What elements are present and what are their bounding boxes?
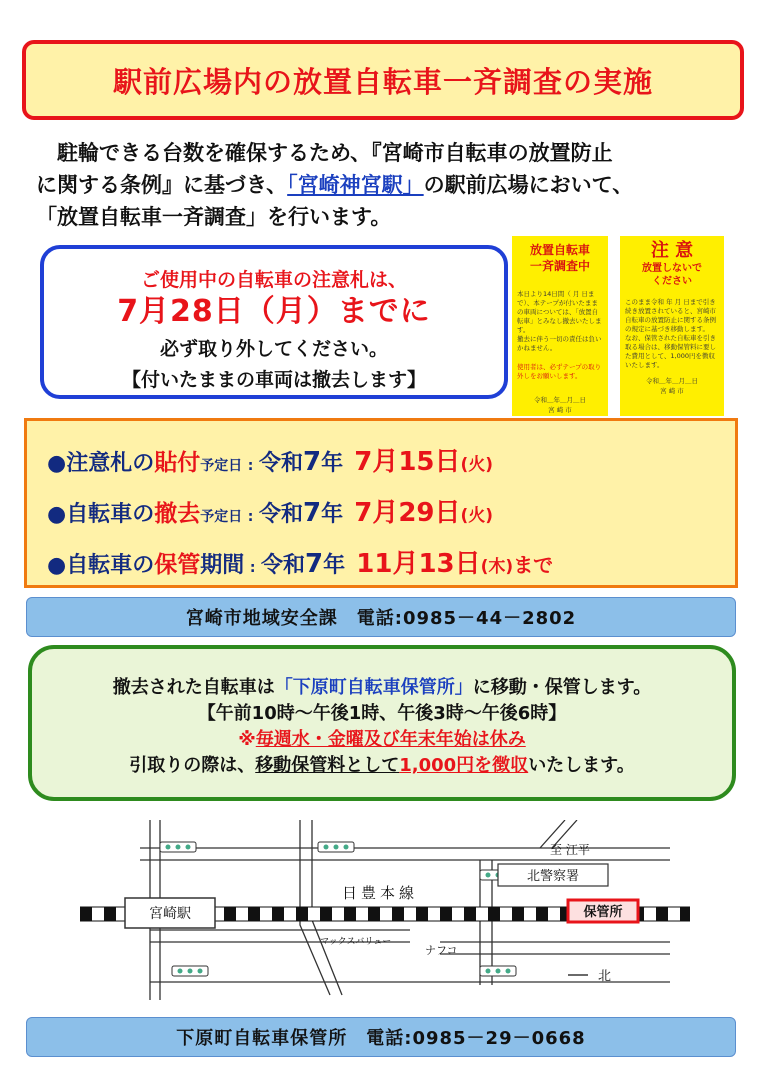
contact-safety-text: 宮崎市地域安全課 電話:0985－44－2802 [185, 608, 577, 629]
contact-bar-storage [26, 1017, 736, 1057]
intro-line-1: 駐輪できる台数を確保するため、『宮崎市自転車の放置防止 [57, 141, 613, 165]
attach-date: 7月15日 [354, 447, 461, 477]
map-store-2: ナフコ [425, 944, 458, 957]
notice-line-1: ご使用中の自転車の注意札は、 [140, 269, 407, 291]
storage-line-1: 撤去された自転車は「下原町自転車保管所」に移動・保管します。 [112, 677, 652, 698]
tag-survey-footer-city: 宮 崎 市 [548, 406, 572, 414]
tag-survey-footer-date: 令和＿年＿月＿日 [534, 396, 586, 404]
tag-survey-note: 使用者は、必ずテープの取り外しをお願いします。 [517, 363, 602, 380]
intro-text [36, 137, 736, 233]
intro-line-3: 「放置自転車一斉調査」を行います。 [36, 205, 392, 229]
notice-deadline: 7月28日（月）までに [117, 294, 431, 329]
warning-tag-survey [512, 236, 608, 416]
storage-hours: 【午前10時～午後1時、午後3時～午後6時】 [197, 703, 567, 724]
schedule-box [24, 418, 738, 588]
map-store-1: マックスバリュー [320, 937, 392, 947]
location-map [80, 820, 690, 1000]
svg-text:北: 北 [598, 969, 612, 984]
storage-end-date: 11月13日 [356, 549, 481, 579]
storage-info-box [28, 645, 736, 801]
schedule-row-storage: ●自転車の保管期間 : 令和7年 11月13日(木)まで [47, 549, 554, 579]
storage-closed: ※毎週水・金曜及び年末年始は休み [238, 729, 526, 750]
tag-survey-header: 放置自転車 一斉調査中 [529, 243, 590, 273]
station-name: 「宮崎神宮駅」 [287, 173, 424, 197]
page-title: 駅前広場内の放置自転車一斉調査の実施 [112, 64, 653, 99]
notice-line-4: 【付いたままの車両は撤去します】 [121, 369, 426, 391]
contact-storage-text: 下原町自転車保管所 電話:0985－29－0668 [176, 1028, 586, 1049]
contact-bar-safety [26, 597, 736, 637]
tag-caution-body: このまま令和 年 月 日まで引き続き放置されていると、宮崎市自転車の放置防止に関する条例の規定に基づき移動します。 なお、保管された自転車を引き取る場合は、移動保管料に要した費用として、1,000円を徴収いたします。 [625, 298, 716, 369]
map-police-label: 北警察署 [526, 869, 580, 884]
schedule-row-attach: ●注意札の貼付予定日 : 令和7年 7月15日(火) [47, 447, 494, 477]
map-railway-label: 日豊本線 [341, 884, 419, 902]
tag-caution-footer-city: 宮 崎 市 [660, 387, 684, 395]
schedule-row-removal: ●自転車の撤去予定日 : 令和7年 7月29日(火) [47, 498, 494, 528]
map-storage-label: 保管所 [583, 905, 623, 920]
notice-line-3: 必ず取り外してください。 [159, 338, 388, 360]
warning-tag-caution [620, 236, 724, 416]
tag-survey-body: 本日より14日間（ 月 日まで）、本テープが付いたままの車両については、「放置自転車」とみなし撤去いたします。 撤去に伴う一切の責任は負いかねません。 [517, 290, 602, 352]
map-station-label: 宮崎駅 [149, 906, 191, 922]
storage-place: 「下原町自転車保管所」 [274, 677, 473, 698]
storage-fee: 引取りの際は、移動保管料として1,000円を徴収いたします。 [129, 755, 635, 776]
intro-line-2: に関する条例』に基づき、「宮崎神宮駅」の駅前広場において、 [36, 173, 634, 197]
tag-caution-subheader: 放置しないで ください [642, 263, 702, 287]
title-box [22, 40, 744, 120]
map-road-label: 至 江平 [550, 843, 590, 857]
tag-caution-header: 注 意 [650, 240, 694, 261]
removal-date: 7月29日 [354, 498, 461, 528]
tag-caution-footer-date: 令和＿年＿月＿日 [646, 377, 698, 385]
notice-box [40, 245, 508, 399]
